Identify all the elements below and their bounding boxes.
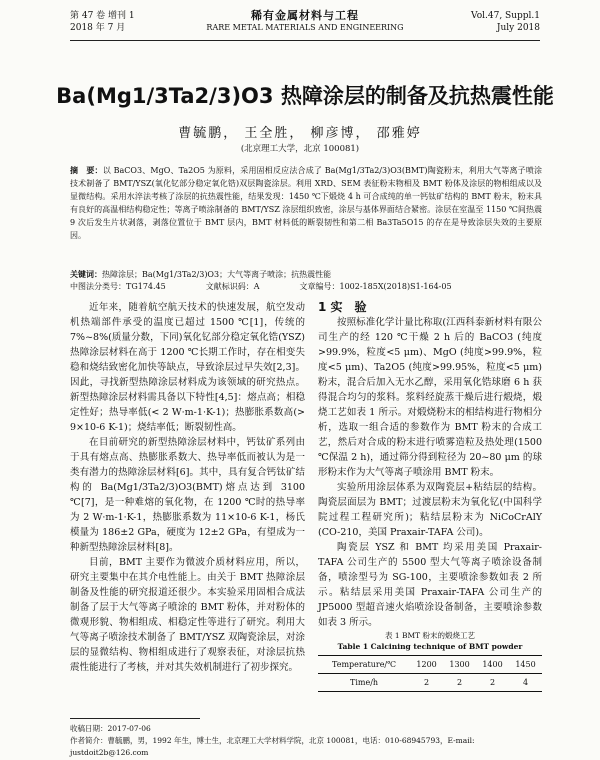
volume-en: Vol.47, Suppl.1 [471, 11, 540, 21]
keywords [70, 268, 542, 281]
table1-caption-en: Table 1 Calcining technique of BMT powder [337, 642, 523, 651]
keywords-label: 关键词： [70, 269, 102, 279]
paper-title: Ba(Mg1/3Ta2/3)O3 热障涂层的制备及抗热震性能 [56, 84, 554, 108]
running-header [70, 10, 540, 50]
author-info: 作者简介：曹毓鹏，男，1992 年生，博士生，北京理工大学材料学院，北京 100081，电话：010-68945793，E-mail: justdoit2b@126.com [70, 736, 475, 757]
table1 [318, 655, 542, 692]
footnote-rule [70, 718, 200, 719]
right-column [318, 300, 542, 692]
section-heading-experiment: 1 实 验 [318, 300, 367, 314]
article-number: 文章编号：1002-185X(2018)S1-164-05 [299, 282, 452, 291]
left-column [70, 300, 305, 675]
journal-name-cn: 稀有金属材料与工程 [251, 9, 359, 22]
date-en: July 2018 [496, 23, 540, 33]
classification-line [70, 281, 542, 293]
table-cell: 2 [410, 674, 443, 692]
header-rule [70, 40, 540, 41]
table-cell: 1450 [509, 656, 542, 674]
table-row [318, 656, 542, 674]
received-date: 收稿日期：2017-07-06 [70, 724, 151, 733]
journal-name-en: RARE METAL MATERIALS AND ENGINEERING [206, 23, 404, 32]
intro-paragraph-3: 目前，BMT 主要作为微波介质材料应用，所以，研究主要集中在其介电性能上。由关于 BMT 热障涂层制备及性能的研究报道还很少。本实验采用固相合成法制备了层于大气等离子喷涂的 BMT 粉体，并对粉体的微观形貌、物相组成、相稳定性等进行了研究。利用大气等离子喷涂技术制备了 BMT/YSZ 双陶瓷涂层，对涂层的显微结构、物相组成进行了观察表征，对涂层抗热震性能进行了考核，并对其失效机制进行了初步探究。 [70, 557, 305, 673]
affiliation: (北京理工大学，北京 100081) [240, 144, 360, 154]
intro-paragraph-1: 近年来，随着航空航天技术的快速发展，航空发动机热端部件承受的温度已超过 1500 ℃[1]，传统的 7%~8%(质量分数，下同)氧化钇部分稳定氧化锆(YSZ)热障涂层材料在高于 1200 ℃长期工作时，存在相变失稳和烧结致密化加快等缺点，导致涂层过早失效[2,3]。因此，寻找新型热障涂层材料成为该领域的研究热点。新型热障涂层材料需具备以下特性[4,5]：熔点高；相稳定性好；热导率低(< 2 W·m-1·K-1)；热膨胀系数高(> 9×10-6 K-1)；烧结率低；断裂韧性高。 [70, 302, 305, 433]
table-cell: 1200 [410, 656, 443, 674]
table-cell: Temperature/℃ [318, 656, 410, 674]
table-cell: 4 [509, 674, 542, 692]
footnote [70, 718, 550, 759]
table-row [318, 674, 542, 692]
table-cell: Time/h [318, 674, 410, 692]
table-cell: 1300 [443, 656, 476, 674]
experiment-paragraph-1: 按照标准化学计量比称取(江西科泰新材料有限公司生产的经 120 ℃干燥 2 h 后的 BaCO3 (纯度>99.9%，粒度<5 μm)、MgO (纯度>99.9%，粒度<5 μm)、Ta2O5 (纯度>99.95%，粒度<5 μm)粉末，混合后加入无水乙醇，采用氧化锆球磨 6 h 获得混合均匀的浆料。浆料经旋蒸干燥后进行煅烧，煅烧工艺如表 1 所示。对煅烧粉末的相结构进行物相分析，选取一组合适的参数作为 BMT 粉末的合成工艺，然后对合成的粉末进行喷雾造粒及热处理(1500 ℃保温 2 h)，通过筛分得到粒径为 20~80 μm 的球形粉末作为大气等离子喷涂用 BMT 粉末。 [318, 317, 542, 478]
keywords-text: 热障涂层；Ba(Mg1/3Ta2/3)O3；大气等离子喷涂；抗热震性能 [102, 270, 332, 279]
date-cn: 2018 年 7 月 [70, 23, 126, 33]
table1-caption [318, 630, 542, 652]
abstract-label: 摘 要： [70, 166, 103, 175]
clc-number: 中图法分类号：TG174.45 [70, 282, 166, 291]
header-right [471, 10, 540, 34]
document-code: 文献标识码：A [205, 282, 260, 291]
intro-paragraph-2: 在目前研究的新型热障涂层材料中，钙钛矿系列由于具有熔点高、热膨胀系数大、热导率低而被认为是一类有潜力的热障涂层材料[6]。其中，具有复合钙钛矿结构的 Ba(Mg1/3Ta2/3)O3(BMT)熔点达到 3100 ℃[7]，是一种难熔的氧化物，在 1200 ℃时的热导率为 2 W·m-1·K-1，热膨胀系数为 11×10-6 K-1，杨氏模量为 186±2 GPa，硬度为 12±2 GPa，有望成为一种新型热障涂层材料[8]。 [70, 437, 305, 553]
table-cell: 1400 [476, 656, 509, 674]
experiment-paragraph-2: 实验所用涂层体系为双陶瓷层+粘结层的结构。陶瓷层面层为 BMT；过渡层粉末为氧化钇(中国科学院过程工程研究所)；粘结层粉末为 NiCoCrAlY (CO-210，美国 Praxair-TAFA 公司)。 [318, 482, 542, 538]
experiment-paragraph-3: 陶瓷层 YSZ 和 BMT 均采用美国 Praxair-TAFA 公司生产的 5500 型大气等离子喷涂设备制备，喷涂型号为 SG-100，主要喷涂参数如表 2 所示。粘结层采用美国 Praxair-TAFA 公司生产的 JP5000 型超音速火焰喷涂设备制备，主要喷涂参数如表 3 所示。 [318, 542, 542, 628]
table-cell: 2 [476, 674, 509, 692]
header-center [70, 10, 540, 34]
authors: 曹毓鹏， 王全胜， 柳彦博， 邵雅婷 [178, 126, 422, 141]
abstract [70, 164, 542, 242]
volume-cn: 第 47 卷 增刊 1 [70, 11, 135, 21]
table1-caption-cn: 表 1 BMT 粉末的煅烧工艺 [384, 631, 476, 640]
table-cell: 2 [443, 674, 476, 692]
abstract-text: 以 BaCO3、MgO、Ta2O5 为原料，采用固相反应法合成了 Ba(Mg1/3Ta2/3)O3(BMT)陶瓷粉末，利用大气等离子喷涂技术制备了 BMT/YSZ(氧化钇部分稳定氧化锆)双层陶瓷涂层。利用 XRD、SEM 表征粉末物相及 BMT 粉体及涂层的物相组成以及显微结构。采用水淬法考核了涂层的抗热震性能，结果发现：1450 ℃下煅烧 4 h 可合成纯的单一钙钛矿结构的 BMT 粉末，粉末具有良好的高温相结构稳定性；等离子喷涂制备的 BMT/YSZ 涂层组织致密，涂层与基体界面结合紧密。涂层在室温至 1150 ℃间热震 9 次后发生片状剥落，剥落位置位于 BMT 层内，BMT 材料低的断裂韧性和第二相 Ba3Ta5O15 的存在是导致涂层失效的主要原因。 [70, 166, 543, 240]
